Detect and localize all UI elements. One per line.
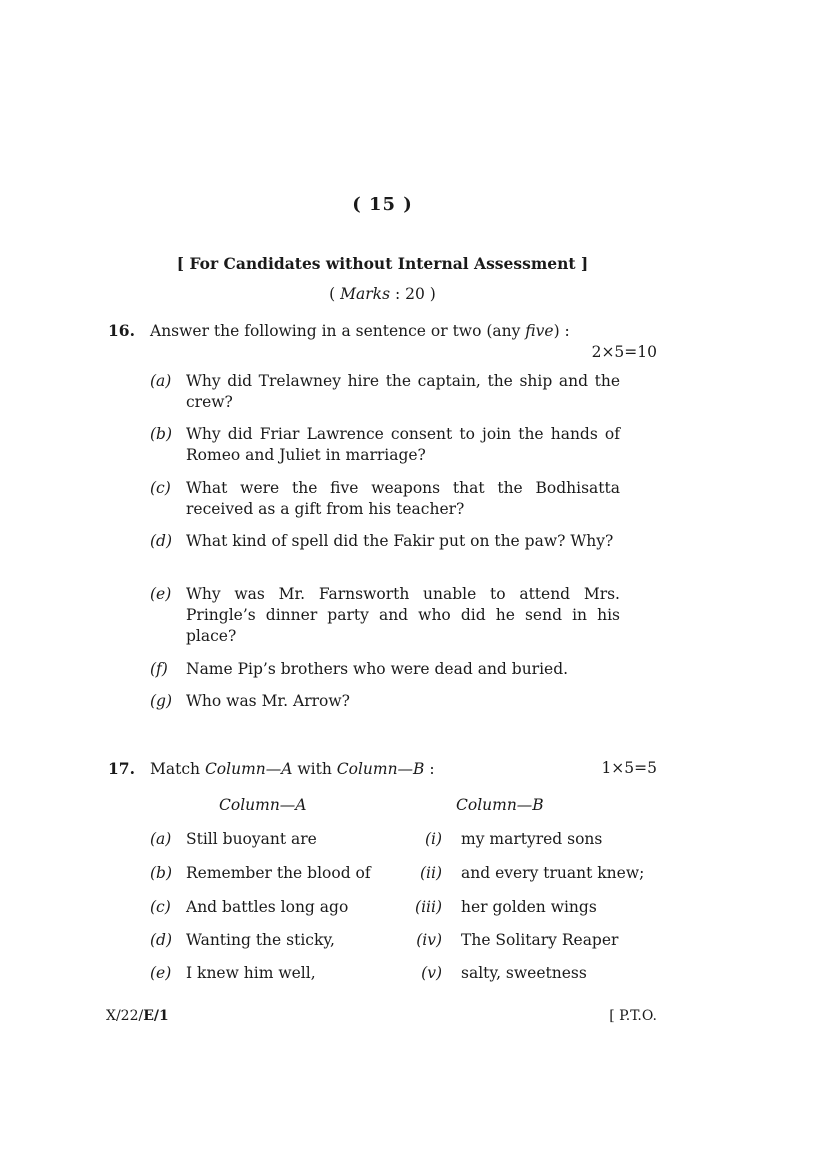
item-text: What kind of spell did the Fakir put on the paw? Why? <box>186 532 614 550</box>
question-16-item-b <box>150 424 620 466</box>
question-16 <box>108 321 570 340</box>
question-16-marks: 2×5=10 <box>591 343 657 361</box>
section-heading: [ For Candidates without Internal Assessment ] <box>176 254 589 273</box>
roman-label: (iv) <box>416 931 442 949</box>
row-label: (c) <box>150 898 171 916</box>
roman-label: (i) <box>424 830 442 848</box>
roman-label: (ii) <box>419 864 442 882</box>
marks-open: ( <box>329 285 341 303</box>
question-prompt-end: : <box>424 760 435 778</box>
column-a-text: I knew him well, <box>186 964 316 982</box>
column-b-ref: Column—B <box>336 760 425 778</box>
item-text: Name Pip’s brothers who were dead and buried. <box>186 660 569 678</box>
roman-label: (iii) <box>415 898 442 916</box>
pto-label: [ P.T.O. <box>609 1008 657 1024</box>
item-text: Why did Trelawney hire the captain, the ship and the crew? <box>186 372 620 411</box>
roman-label: (v) <box>421 964 442 982</box>
row-label: (a) <box>150 830 172 848</box>
item-label: (c) <box>150 479 171 497</box>
question-prompt-start: Answer the following in a sentence or two (any <box>150 322 526 340</box>
item-label: (f) <box>150 660 168 678</box>
column-a-text: Remember the blood of <box>186 864 371 882</box>
question-16-item-d <box>150 531 620 552</box>
paper-code-bold: E/1 <box>143 1008 169 1024</box>
match-row <box>150 898 670 920</box>
paper-code-start: X/22/ <box>106 1008 144 1024</box>
question-number: 17. <box>108 759 135 778</box>
question-16-item-g <box>150 691 620 712</box>
question-prompt-end: ) : <box>553 322 570 340</box>
marks-value: : 20 ) <box>390 285 436 303</box>
question-17-marks: 1×5=5 <box>601 759 657 777</box>
column-a-text: And battles long ago <box>186 898 349 916</box>
question-16-item-e <box>150 584 620 647</box>
paper-code <box>106 1008 169 1024</box>
column-a-ref: Column—A <box>204 760 293 778</box>
question-16-item-f <box>150 659 620 680</box>
question-prompt-italic: five <box>525 322 554 340</box>
item-label: (a) <box>150 372 172 390</box>
item-text: What were the five weapons that the Bodhisatta received as a gift from his teacher? <box>186 479 620 518</box>
match-row <box>150 964 670 986</box>
section-marks <box>0 285 765 303</box>
column-b-header: Column—B <box>456 796 544 814</box>
column-b-text: my martyred sons <box>461 830 603 848</box>
row-label: (d) <box>150 931 173 949</box>
column-b-text: her golden wings <box>461 898 597 916</box>
marks-label: Marks <box>340 285 391 303</box>
match-row <box>150 864 670 886</box>
column-a-text: Still buoyant are <box>186 830 317 848</box>
column-b-text: salty, sweetness <box>461 964 587 982</box>
question-number: 16. <box>108 321 135 340</box>
question-prompt-mid: with <box>292 760 337 778</box>
item-label: (b) <box>150 425 173 443</box>
column-b-text: The Solitary Reaper <box>461 931 619 949</box>
column-b-text: and every truant knew; <box>461 864 645 882</box>
question-16-item-c <box>150 478 620 520</box>
column-a-text: Wanting the sticky, <box>186 931 335 949</box>
item-text: Who was Mr. Arrow? <box>186 692 350 710</box>
page-number: ( 15 ) <box>352 194 413 215</box>
match-row <box>150 931 670 953</box>
question-17 <box>108 759 435 778</box>
item-text: Why was Mr. Farnsworth unable to attend Mrs. Pringle’s dinner party and who did he send in his place? <box>186 585 620 645</box>
row-label: (e) <box>150 964 172 982</box>
item-label: (d) <box>150 532 173 550</box>
column-a-header: Column—A <box>219 796 307 814</box>
item-text: Why did Friar Lawrence consent to join the hands of Romeo and Juliet in marriage? <box>186 425 620 464</box>
item-label: (g) <box>150 692 173 710</box>
item-label: (e) <box>150 585 172 603</box>
question-prompt-start: Match <box>150 760 205 778</box>
match-row <box>150 830 670 852</box>
question-16-item-a <box>150 371 620 413</box>
row-label: (b) <box>150 864 173 882</box>
